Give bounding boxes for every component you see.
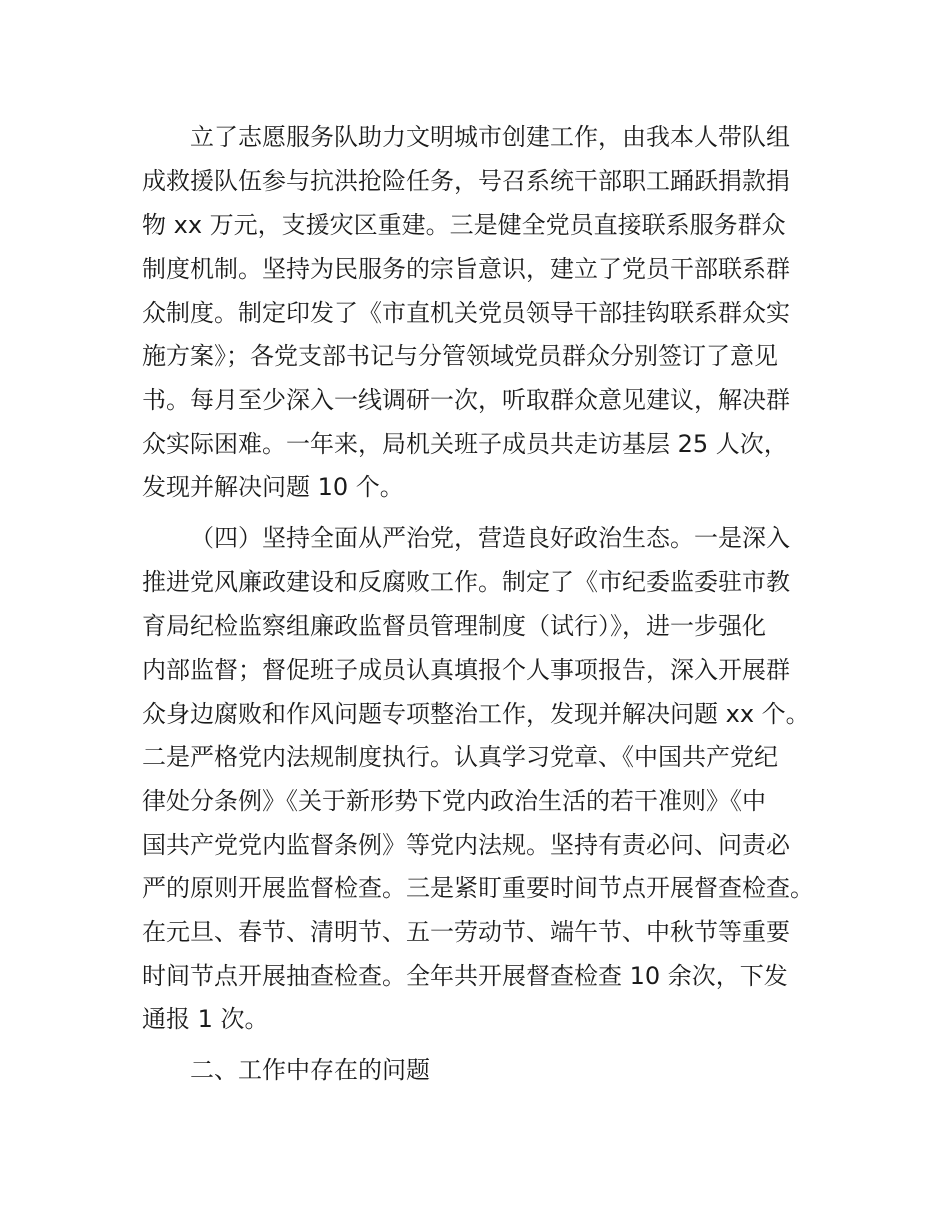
text-line: 成救援队伍参与抗洪抢险任务，号召系统干部职工踊跃捐款捐	[142, 167, 790, 195]
text-line: 育局纪检监察组廉政监督员管理制度（试行）》，进一步强化	[142, 612, 766, 640]
text-line: 众实际困难。一年来，局机关班子成员共走访基层 25 人次，	[142, 430, 788, 458]
text-line: 在元旦、春节、清明节、五一劳动节、端午节、中秋节等重要	[142, 918, 790, 946]
text-line: 发现并解决问题 10 个。	[142, 473, 404, 501]
text-line: （四）坚持全面从严治党，营造良好政治生态。一是深入	[190, 524, 790, 552]
text-line: 施方案》；各党支部书记与分管领域党员群众分别签订了意见	[142, 342, 778, 370]
text-line: 严的原则开展监督检查。三是紧盯重要时间节点开展督查检查。	[142, 874, 814, 902]
text-line: 律处分条例》《关于新形势下党内政治生活的若干准则》《中	[142, 787, 766, 815]
text-line: 推进党风廉政建设和反腐败工作。制定了《市纪委监委驻市教	[142, 568, 790, 596]
text-line: 众制度。制定印发了《市直机关党员领导干部挂钩联系群众实	[142, 299, 790, 327]
text-line: 通报 1 次。	[142, 1005, 269, 1033]
text-line: 物 xx 万元，支援灾区重建。三是健全党员直接联系服务群众	[142, 211, 786, 239]
section-heading-text: 二、工作中存在的问题	[190, 1056, 430, 1084]
text-line: 国共产党党内监督条例》等党内法规。坚持有责必问、问责必	[142, 831, 790, 859]
text-line: 二是严格党内法规制度执行。认真学习党章、《中国共产党纪	[142, 743, 778, 771]
text-line: 众身边腐败和作风问题专项整治工作，发现并解决问题 xx 个。	[142, 700, 810, 728]
text-line: 制度机制。坚持为民服务的宗旨意识，建立了党员干部联系群	[142, 255, 790, 283]
text-line: 书。每月至少深入一线调研一次，听取群众意见建议，解决群	[142, 386, 790, 414]
text-line: 内部监督；督促班子成员认真填报个人事项报告，深入开展群	[142, 656, 790, 684]
text-line: 立了志愿服务队助力文明城市创建工作，由我本人带队组	[190, 123, 790, 151]
text-line: 时间节点开展抽查检查。全年共开展督查检查 10 余次，下发	[142, 962, 788, 990]
